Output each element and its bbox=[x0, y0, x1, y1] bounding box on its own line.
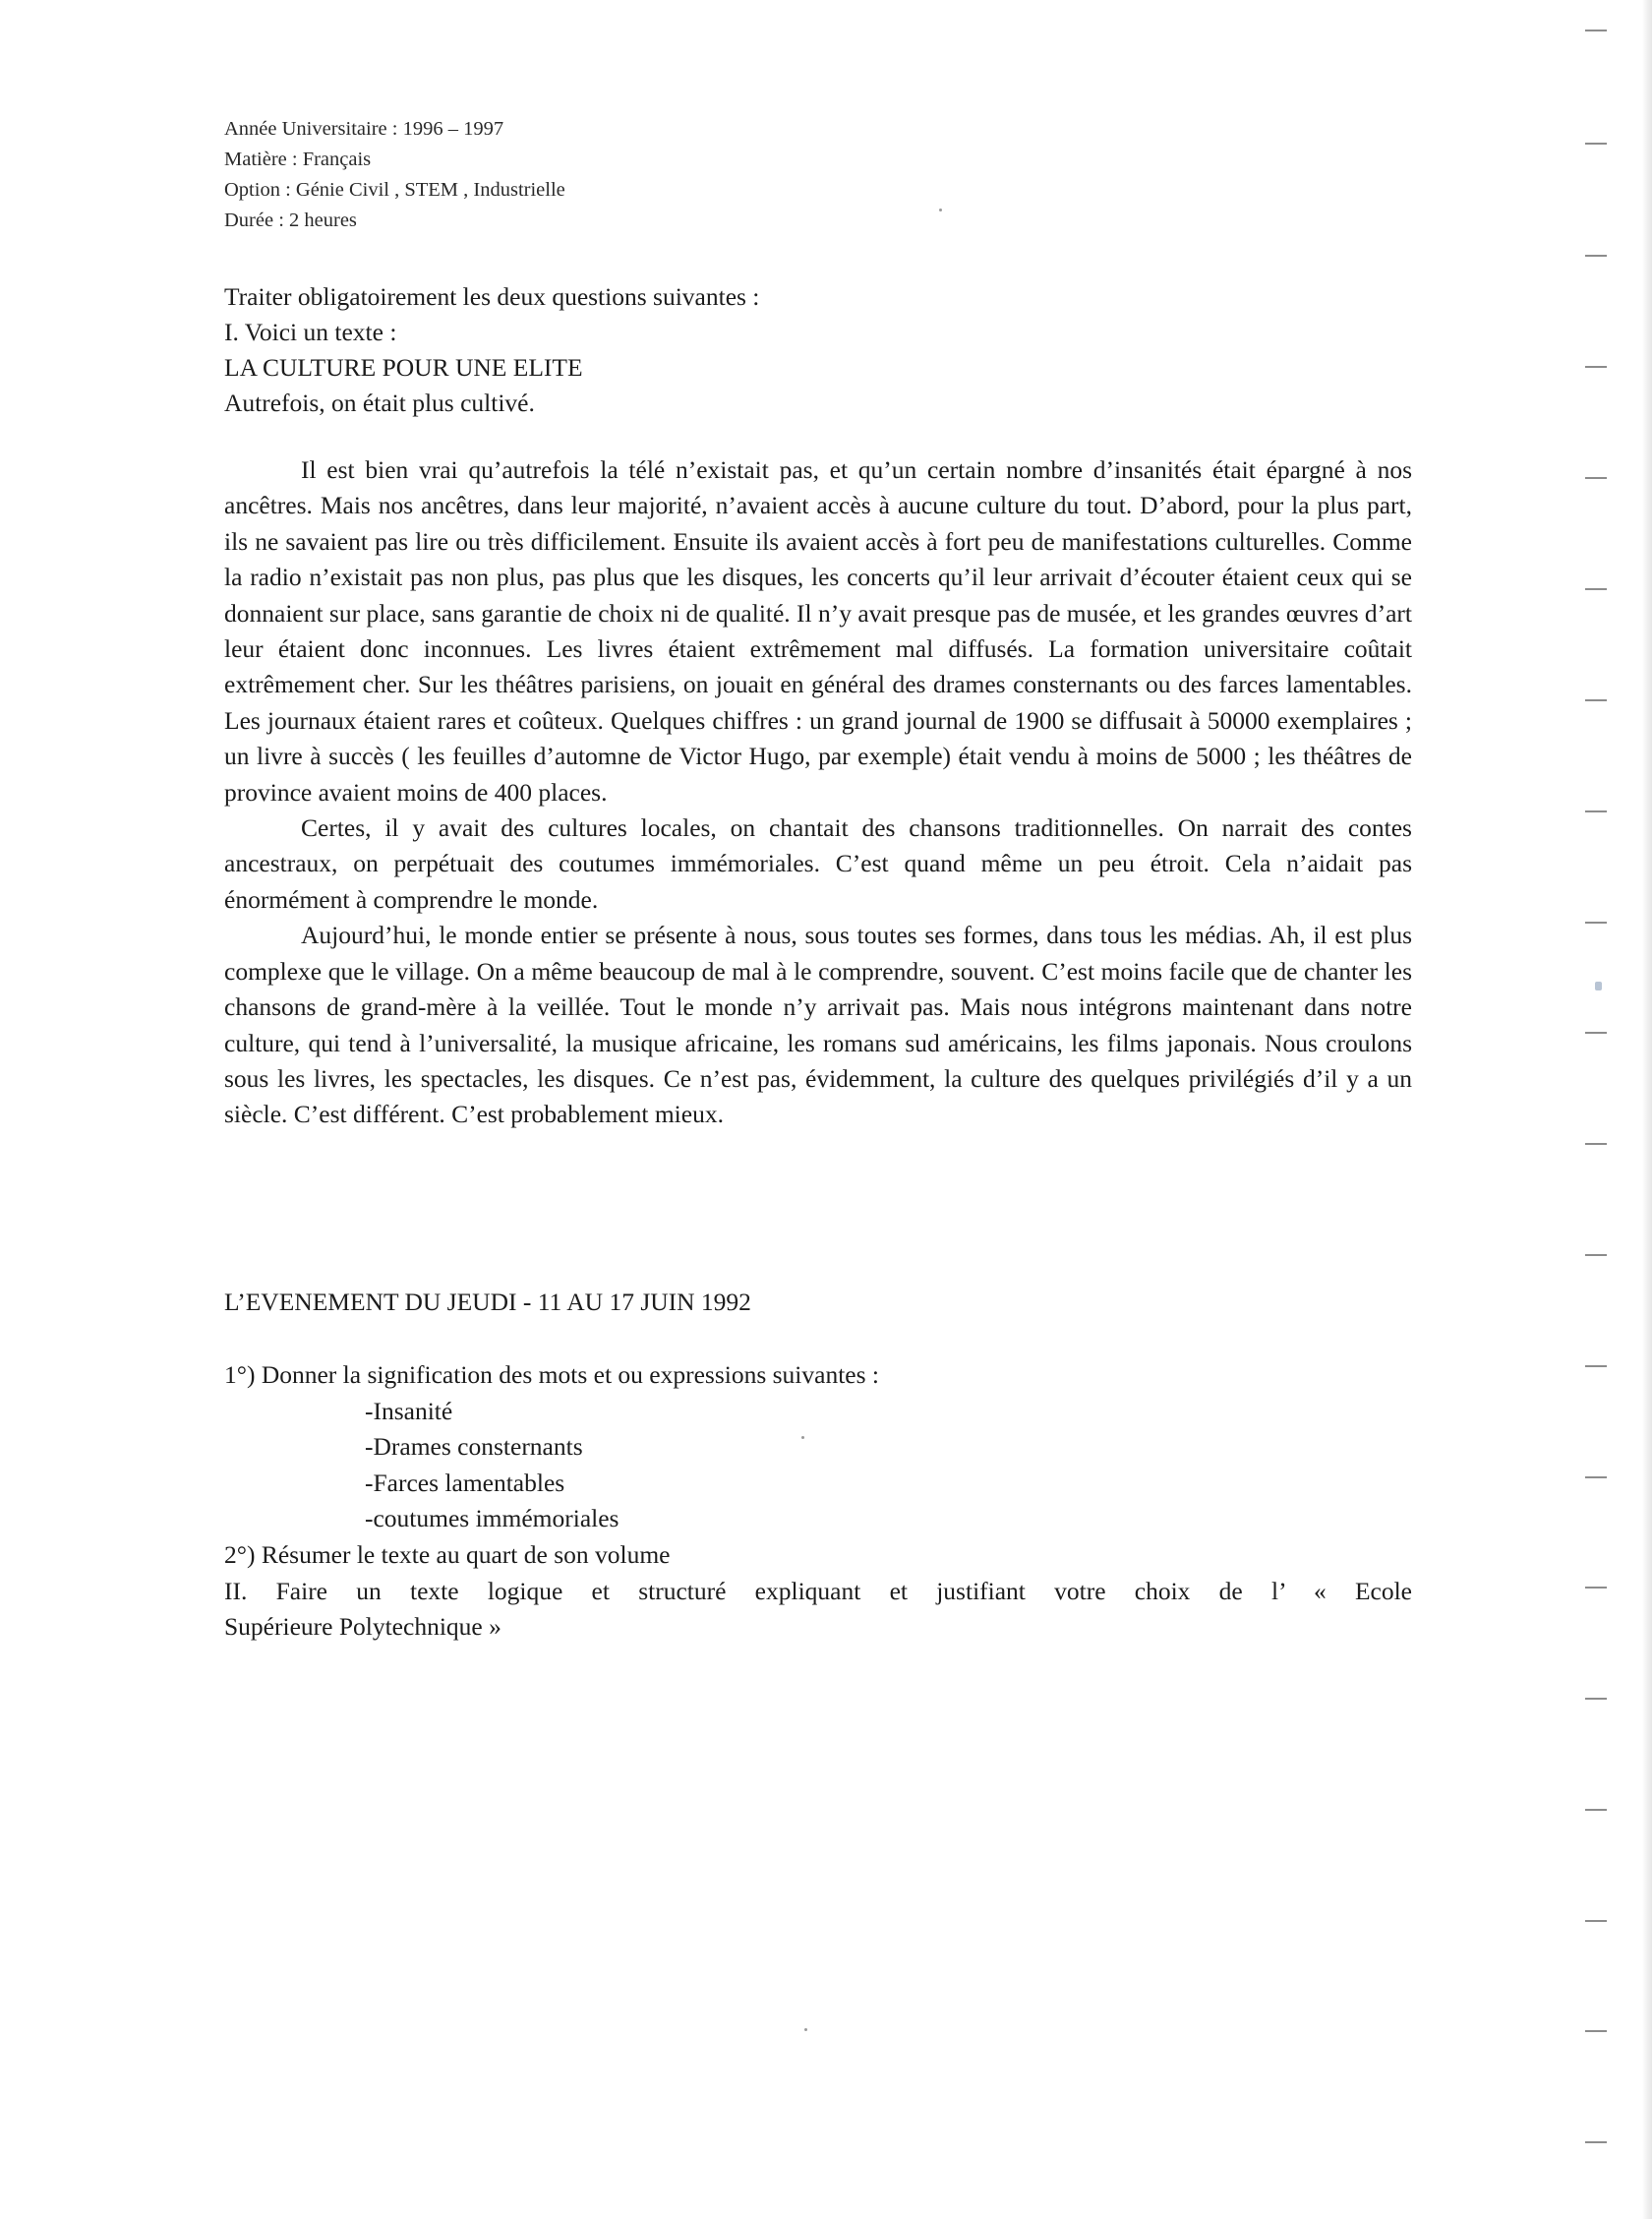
article-text bbox=[224, 452, 1412, 1133]
instruction: Traiter obligatoirement les deux questions suivantes : bbox=[224, 282, 760, 311]
article-paragraph: Il est bien vrai qu’autrefois la télé n’existait pas, et qu’un certain nombre d’insanités était épargné à nos ancêtres. Mais nos ancêtres, dans leur majorité, n’avaient accès à aucune culture du tout. D’abord, pour la plus part, ils ne savaient pas lire ou très difficilement. Ensuite ils avaient accès à fort peu de manifestations culturelles. Comme la radio n’existait pas non plus, pas plus que les disques, les concerts qu’il leur arrivait d’écouter étaient ceux qui se donnaient sur place, sans garantie de choix ni de qualité. Il n’y avait presque pas de musée, et les grandes œuvres d’art leur étaient donc inconnues. Les livres étaient extrêmement mal diffusés. La formation universitaire coûtait extrêmement cher. Sur les théâtres parisiens, on jouait en général des drames consternants ou des farces lamentables. Les journaux étaient rares et coûteux. Quelques chiffres : un grand journal de 1900 se diffusait à 50000 exemplaires ; un livre à succès ( les feuilles d’automne de Victor Hugo, par exemple) était vendu à moins de 5000 ; les théâtres de province avaient moins de 400 places. bbox=[224, 455, 1413, 807]
scan-speck bbox=[1595, 982, 1602, 990]
subject: Matière : Français bbox=[224, 149, 372, 170]
question-1-item: -coutumes immémoriales bbox=[365, 1504, 620, 1533]
article-source: L’EVENEMENT DU JEUDI - 11 AU 17 JUIN 1992 bbox=[224, 1288, 751, 1316]
question-1-item: -Insanité bbox=[365, 1396, 453, 1425]
part1-heading: I. Voici un texte : bbox=[224, 318, 397, 346]
exam-questions bbox=[224, 1357, 1412, 1646]
margin-tick-marks bbox=[1585, 0, 1615, 2219]
page-right-edge bbox=[1642, 0, 1652, 2219]
academic-year: Année Universitaire : 1996 – 1997 bbox=[224, 118, 504, 140]
option: Option : Génie Civil , STEM , Industrielle bbox=[224, 179, 565, 201]
part-2-question: II. Faire un texte logique et structuré expliquant et justifiant votre choix de l’ « Ecole bbox=[224, 1576, 1412, 1605]
part-2-question-continued: Supérieure Polytechnique » bbox=[224, 1612, 502, 1642]
duration: Durée : 2 heures bbox=[224, 210, 357, 231]
question-1: 1°) Donner la signification des mots et ou expressions suivantes : bbox=[224, 1360, 880, 1389]
text-subtitle: Autrefois, on était plus cultivé. bbox=[224, 389, 535, 417]
question-1-item: -Drames consternants bbox=[365, 1432, 583, 1462]
exam-intro bbox=[224, 279, 759, 421]
text-title: LA CULTURE POUR UNE ELITE bbox=[224, 353, 583, 382]
article-paragraph: Aujourd’hui, le monde entier se présente à nous, sous toutes ses formes, dans tous les médias. Ah, il est plus complexe que le village. On a même beaucoup de mal à le comprendre, souvent. C’est moins facile que de chanter les chansons de grand-mère à la veillée. Tout le monde n’y arrivait pas. Mais nous intégrons maintenant dans notre culture, qui tend à l’universalité, la musique africaine, les romans sud américains, les films japonais. Nous croulons sous les livres, les spectacles, les disques. Ce n’est pas, évidemment, la culture des quelques privilégiés d’il y a un siècle. C’est différent. C’est probablement mieux. bbox=[224, 921, 1412, 1129]
scan-speck bbox=[939, 209, 942, 211]
question-2: 2°) Résumer le texte au quart de son volume bbox=[224, 1539, 671, 1569]
scan-speck bbox=[804, 2028, 807, 2031]
question-1-item: -Farces lamentables bbox=[365, 1468, 565, 1497]
exam-header bbox=[224, 114, 565, 236]
article-paragraph: Certes, il y avait des cultures locales, on chantait des chansons traditionnelles. On narrait des contes ancestraux, on perpétuait des coutumes immémoriales. C’est quand même un peu étroit. Cela n’aidait pas énormément à comprendre le monde. bbox=[224, 813, 1412, 914]
